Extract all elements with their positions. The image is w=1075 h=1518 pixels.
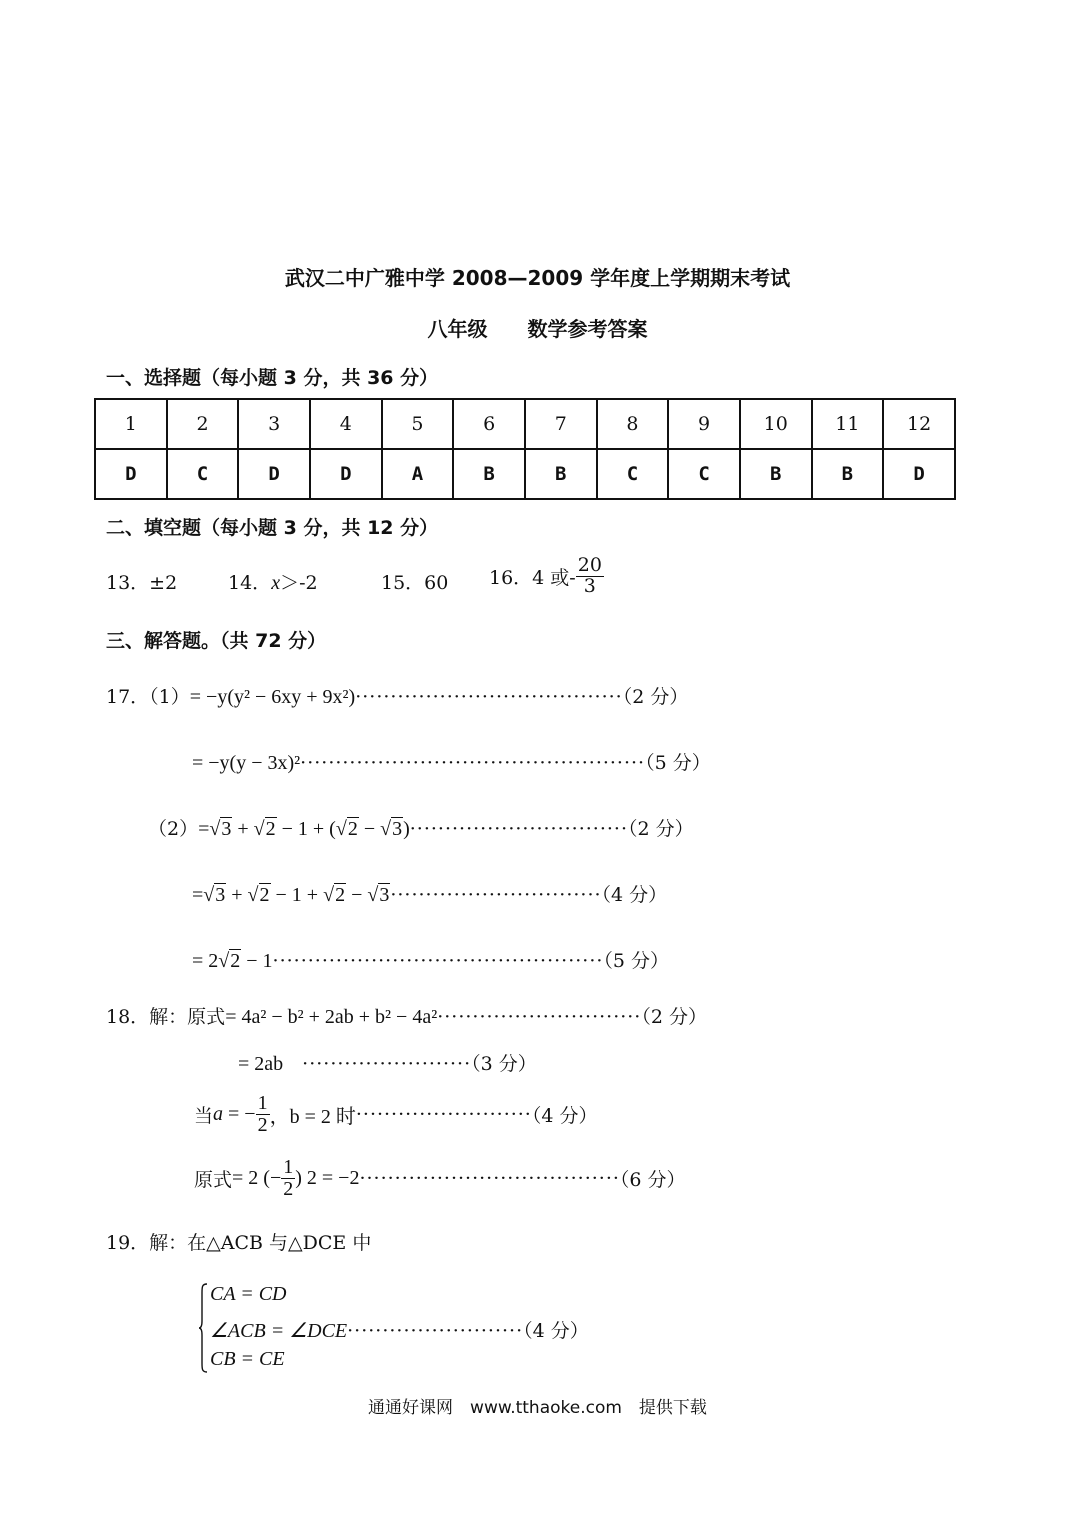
q18-line1 [106,1002,707,1029]
leader-dots: ························ [302,1053,472,1075]
answer-cell: B [812,449,884,499]
q19-condition-3: CB = CE [210,1348,285,1370]
leader-dots: ····································· [359,1167,620,1190]
q18-result-label: 原式 [194,1169,233,1191]
q18-result-tail: ) 2 = −2 [295,1167,360,1189]
answer-cell: D [95,449,167,499]
score-mark: （4 分） [523,1320,589,1342]
question-number-cell: 6 [453,399,525,449]
question-number-cell: 4 [310,399,382,449]
answer-13: 13．±2 [106,572,178,594]
answer-cell: B [453,449,525,499]
fraction-numerator: 20 [577,554,602,576]
q18-b-value: ，b = 2 时 [269,1106,356,1128]
question-number-cell: 5 [382,399,454,449]
answer-cell: C [167,449,239,499]
q17-1-expression-1: = −y(y² − 6xy + 9x²) [189,686,356,708]
score-mark: （5 分） [645,752,711,774]
answer-cell: D [238,449,310,499]
q17-line1 [106,682,688,709]
answer-14-prefix: 14． [228,572,272,594]
leader-dots: ······································ [355,686,623,708]
leader-dots: ······························· [409,818,628,840]
q17-1-expression-2: = −y(y − 3x)² [192,752,301,774]
q17-2-expression-3: = 2√2 − 1 [192,950,273,972]
answer-cell: D [883,449,955,499]
q19-condition-1: CA = CD [210,1283,287,1305]
q17-2-expression-2: =√3 + √2 − 1 + √2 − √3 [192,884,390,906]
question-number-cell: 9 [668,399,740,449]
q17-part2-label: （2） [148,818,199,840]
answer-14-rest: ＞-2 [280,572,318,594]
page-footer: 通通好课网 www.tthaoke.com 提供下载 [368,1398,707,1418]
q18-line3 [194,1093,598,1136]
left-brace-icon [198,1283,208,1373]
answer-14-variable: x [271,572,281,594]
answer-16-prefix: 16．4 或- [489,566,576,589]
score-mark: （2 分） [641,1006,707,1028]
question-number-cell: 12 [883,399,955,449]
q18-result-fraction: $\frac{1}{2}$ [283,1156,294,1200]
answer-table [94,398,956,500]
question-number-cell: 11 [812,399,884,449]
question-number-cell: 3 [238,399,310,449]
q18-line4 [194,1157,686,1200]
q18-when: 当 [194,1105,214,1127]
question-number-cell: 10 [740,399,812,449]
answer-table-answers-row [95,449,955,499]
score-mark: （6 分） [619,1169,686,1191]
leader-dots: ····························· [437,1006,642,1028]
answer-cell: C [668,449,740,499]
question-number-cell: 2 [167,399,239,449]
answer-16-fraction [576,556,604,597]
section2-heading: 二、填空题（每小题 3 分，共 12 分） [106,517,439,539]
q18-expression-2: = 2ab [238,1053,284,1075]
leader-dots: ························· [347,1320,524,1342]
answer-table-numbers-row [95,399,955,449]
leader-dots: ························· [355,1103,532,1126]
answer-cell: D [310,449,382,499]
q17-line5 [192,946,669,973]
q17-line2 [192,748,711,775]
q18-label: 18．解：原式 [106,1006,226,1028]
q17-2-expression-1: =√3 + √2 − 1 + (√2 − √3) [198,818,410,840]
q17-line3 [148,814,694,841]
score-mark: （2 分） [628,818,694,840]
answer-cell: B [740,449,812,499]
leader-dots: ··············································· [272,950,604,972]
score-mark: （2 分） [622,686,689,708]
answer-15: 15．60 [381,572,449,594]
fraction-denominator: 3 [583,574,596,597]
section3-heading: 三、解答题。（共 72 分） [106,630,327,652]
answer-cell: A [382,449,454,499]
q18-line2 [238,1049,537,1076]
answer-14 [228,568,318,595]
page-title: 武汉二中广雅中学 2008—2009 学年度上学期期末考试 [284,266,791,290]
section1-heading: 一、选择题（每小题 3 分，共 36 分） [106,367,439,389]
q18-expression-1: = 4a² − b² + 2ab + b² − 4a² [225,1006,438,1028]
leader-dots: ······························ [390,884,602,906]
q18-a-value: a = − [213,1103,256,1125]
q19-condition-2-line [210,1316,589,1343]
score-mark: （3 分） [471,1053,537,1075]
answer-cell: C [597,449,669,499]
q17-label: 17．（1） [106,686,190,708]
answer-cell: B [525,449,597,499]
leader-dots: ················································· [300,752,646,774]
score-mark: （5 分） [603,950,670,972]
page-subtitle: 八年级 数学参考答案 [427,317,648,341]
q18-result-expression: = 2 (− [232,1167,282,1189]
q19-condition-2: ∠ACB = ∠DCE [210,1320,348,1342]
q19-line1: 19．解：在△ACB 与△DCE 中 [106,1232,372,1254]
question-number-cell: 1 [95,399,167,449]
question-number-cell: 7 [525,399,597,449]
answer-16 [489,556,604,597]
q18-a-fraction: $\frac{1}{2}$ [257,1092,268,1136]
score-mark: （4 分） [531,1105,598,1127]
q17-line4 [192,880,667,907]
score-mark: （4 分） [601,884,668,906]
question-number-cell: 8 [597,399,669,449]
